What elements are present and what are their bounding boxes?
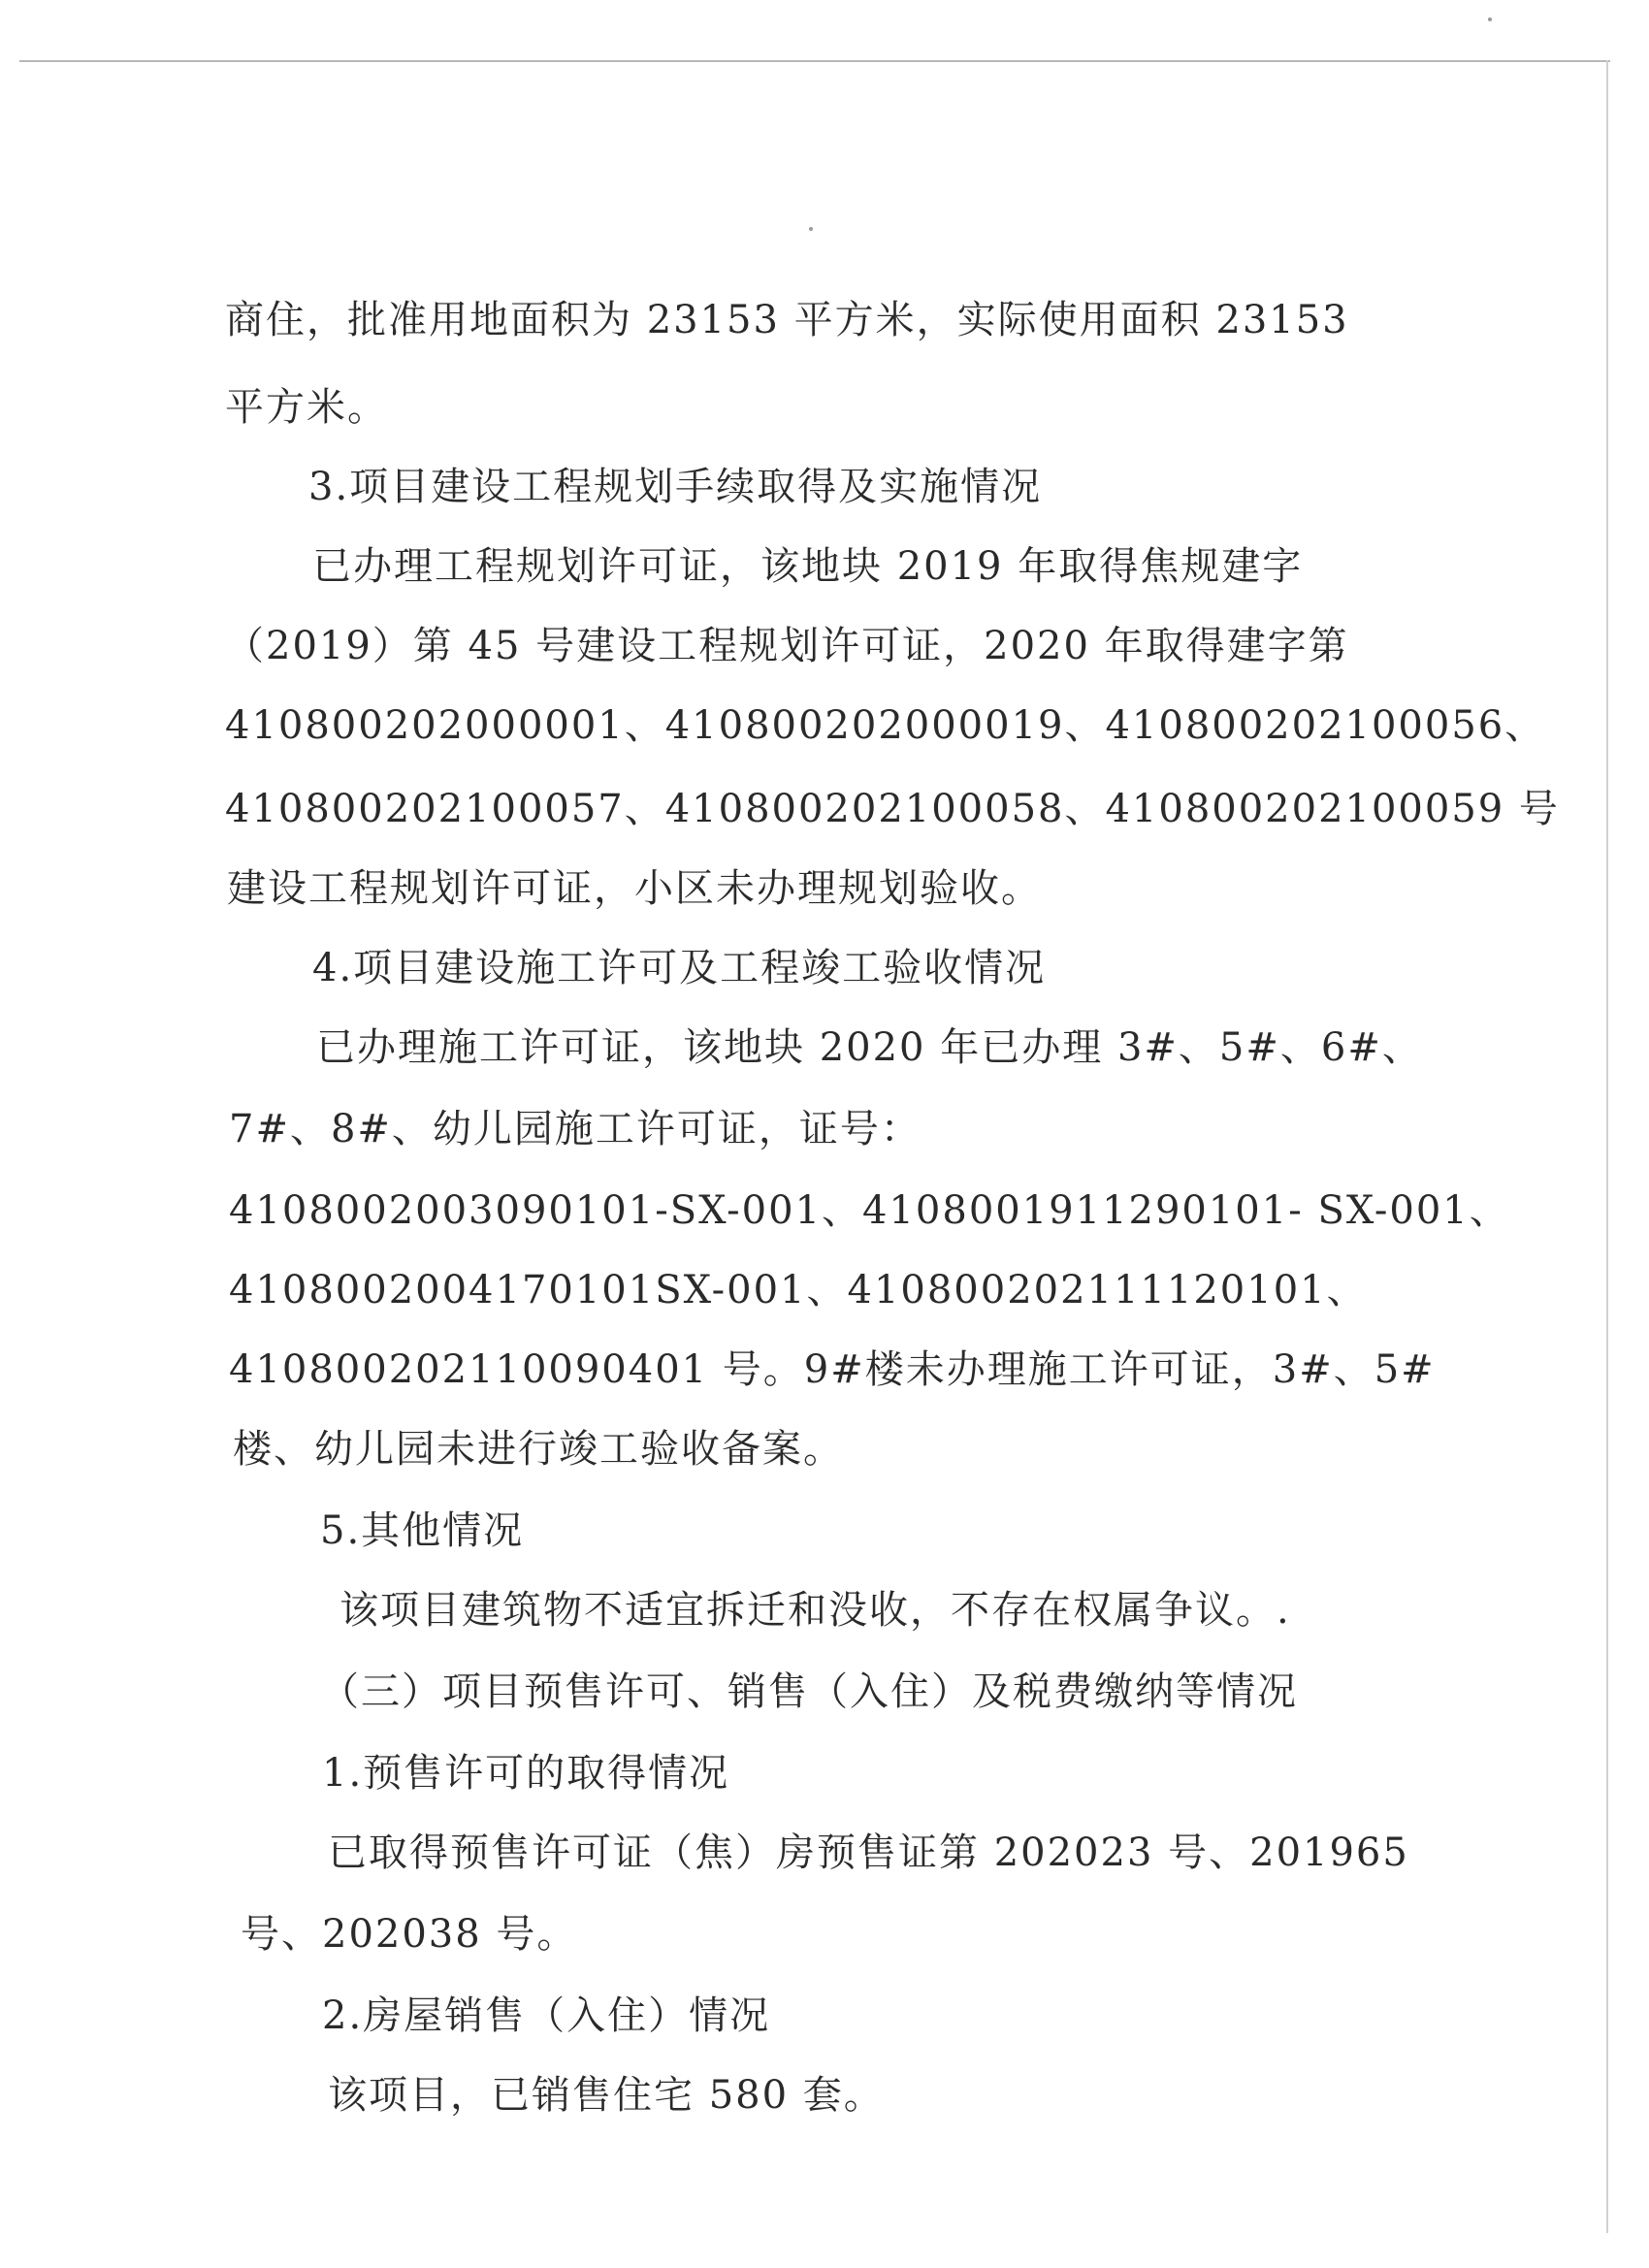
body-line-7: 410800202100057、410800202100058、410800202100059 号 — [225, 787, 1560, 831]
body-line-23: 该项目，已销售住宅 580 套。 — [328, 2073, 885, 2118]
body-line-6: 410800202000001、410800202000019、410800202100056、 — [225, 703, 1546, 748]
subsection-heading-1: 1.预售许可的取得情况 — [322, 1751, 730, 1796]
body-line-20: 已取得预售许可证（焦）房预售证第 202023 号、201965 — [328, 1831, 1409, 1875]
body-line-14: 410800202110090401 号。9#楼未办理施工许可证，3#、5# — [229, 1347, 1436, 1392]
body-line-4: 已办理工程规划许可证，该地块 2019 年取得焦规建字 — [312, 544, 1304, 589]
body-line-2: 平方米。 — [225, 385, 388, 430]
body-line-13: 4108002004170101SX-001、410800202111120101、 — [229, 1268, 1368, 1312]
body-line-10: 已办理施工许可证，该地块 2020 年已办理 3#、5#、6#、 — [316, 1025, 1423, 1070]
body-line-11: 7#、8#、幼儿园施工许可证，证号： — [229, 1107, 922, 1151]
body-line-17: 该项目建筑物不适宜拆迁和没收，不存在权属争议。. — [340, 1588, 1291, 1633]
body-line-8: 建设工程规划许可证，小区未办理规划验收。 — [227, 866, 1042, 911]
section-heading-3: 3.项目建设工程规划手续取得及实施情况 — [308, 465, 1043, 509]
section-heading-4: 4.项目建设施工许可及工程竣工验收情况 — [312, 946, 1047, 990]
body-line-21: 号、202038 号。 — [241, 1912, 578, 1957]
subsection-heading-2: 2.房屋销售（入住）情况 — [322, 1993, 771, 2038]
body-line-5: （2019）第 45 号建设工程规划许可证，2020 年取得建字第 — [225, 624, 1349, 668]
body-line-15: 楼、幼儿园未进行竣工验收备案。 — [233, 1427, 844, 1472]
section-heading-three: （三）项目预售许可、销售（入住）及税费缴纳等情况 — [320, 1669, 1298, 1714]
body-line-12: 4108002003090101-SX-001、4108001911290101- SX-001、 — [229, 1188, 1510, 1233]
section-heading-5: 5.其他情况 — [320, 1508, 525, 1553]
body-line-1: 商住，批准用地面积为 23153 平方米，实际使用面积 23153 — [225, 298, 1349, 342]
